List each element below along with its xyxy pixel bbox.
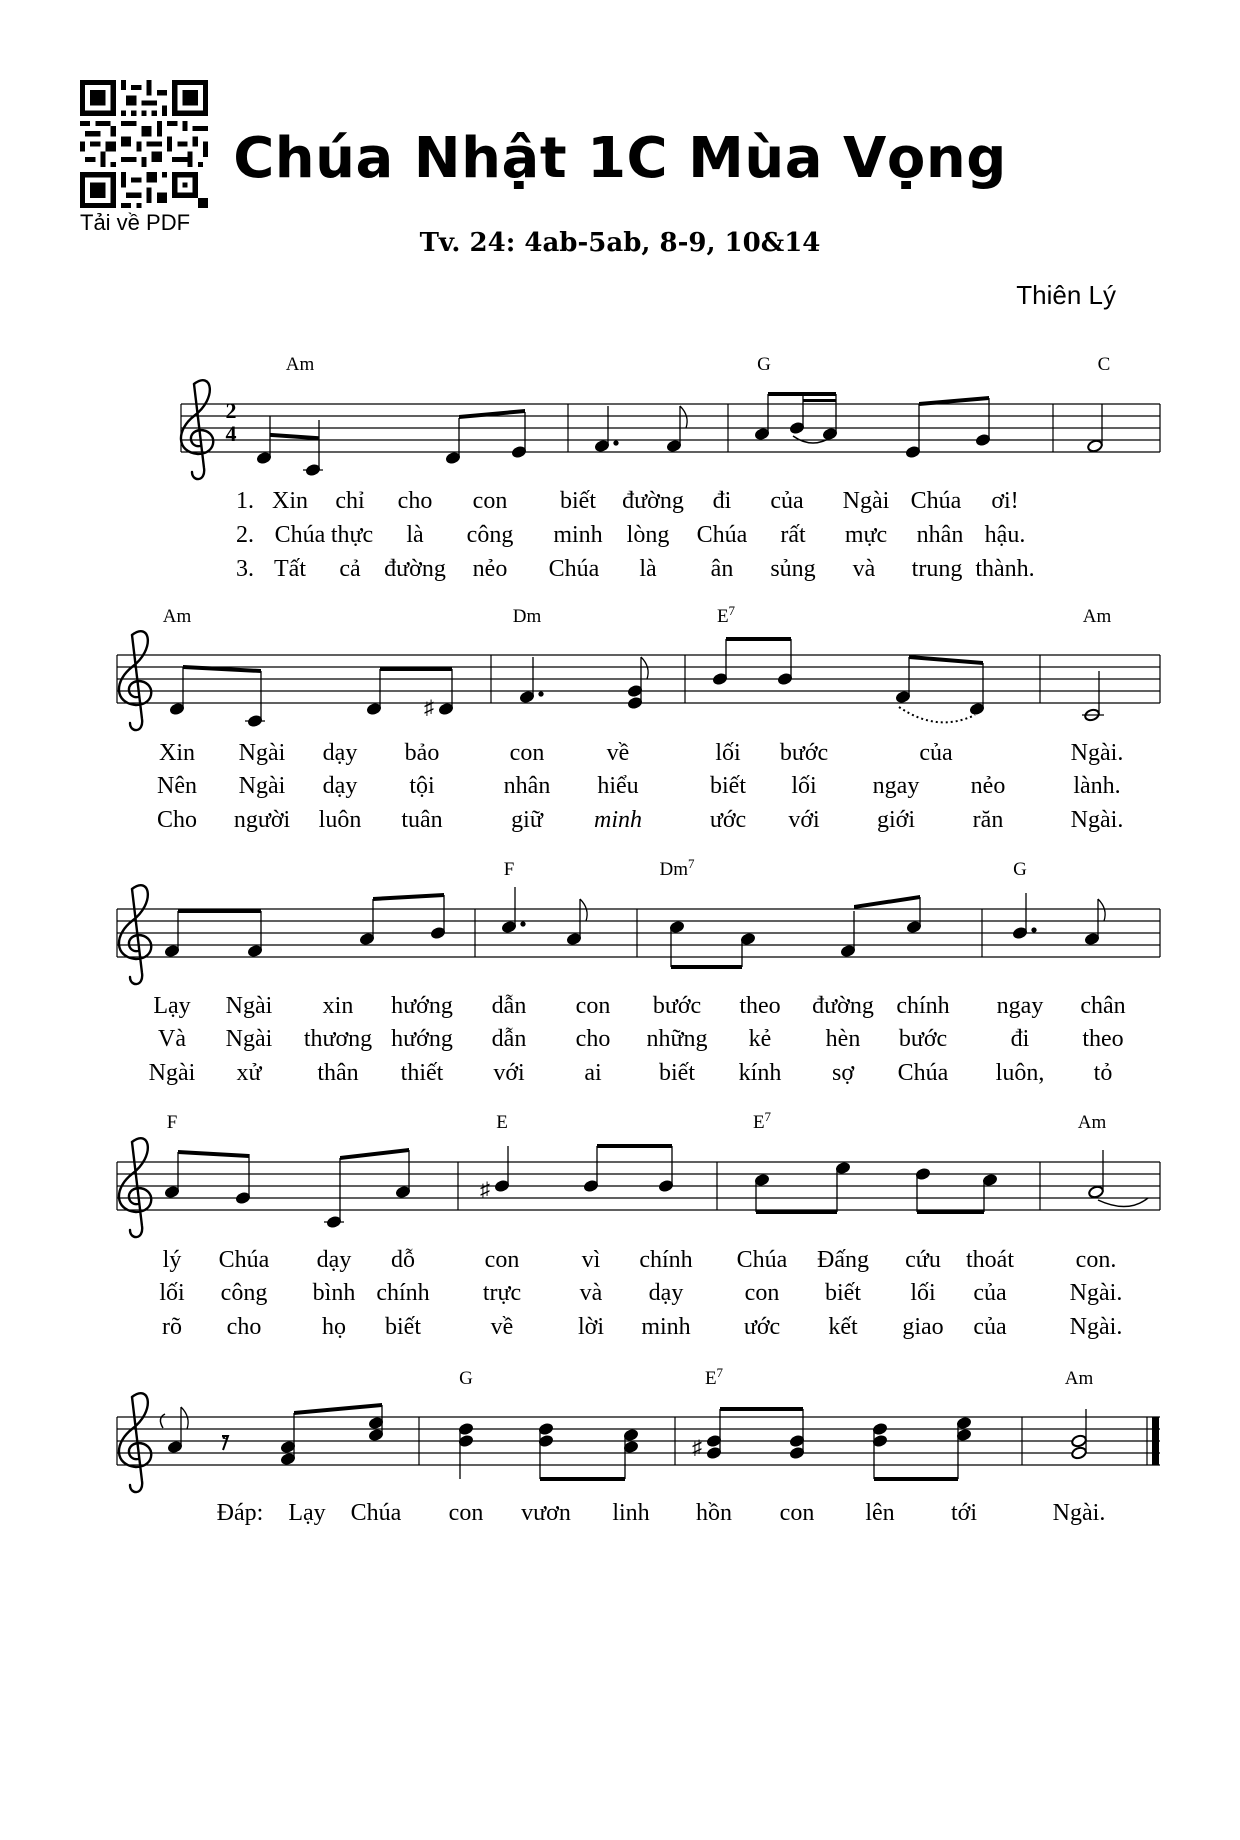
lyric-syllable: Ngài. [1052, 1500, 1106, 1526]
lyric-syllable: sợ [831, 1060, 855, 1086]
lyric-syllable: với [788, 807, 820, 833]
system-2 [117, 631, 1160, 730]
lyric-syllable: biết [825, 1280, 861, 1306]
chord-symbol: Dm$^7$ [659, 856, 695, 880]
lyric-syllable: bước [779, 740, 829, 766]
lyric-syllable: đường [622, 488, 684, 514]
lyric-syllable: giới [876, 807, 916, 833]
lyric-syllable: và [579, 1280, 603, 1306]
time-signature-top: 2 [225, 398, 237, 423]
lyric-syllable: ngay [872, 773, 920, 799]
lyric-syllable: là [639, 556, 657, 582]
lyric-syllable: ơi! [991, 488, 1019, 514]
lyric-syllable: Ngài [238, 773, 286, 799]
chord-symbol: Dm [512, 606, 542, 627]
lyric-syllable: ngay [996, 993, 1044, 1019]
system-3 [117, 885, 1160, 984]
lyric-syllable: hướng [391, 1026, 453, 1052]
song-title: Chúa Nhật 1C Mùa Vọng [233, 126, 1007, 191]
lyric-syllable: Xin [159, 740, 195, 766]
lyric-syllable: và [852, 556, 876, 582]
lyric-syllable: của [973, 1280, 1007, 1306]
lyric-syllable: minh [553, 522, 603, 548]
chord-symbol: Am [1077, 1112, 1107, 1133]
lyric-syllable: sủng [770, 556, 816, 582]
lyric-syllable: Chúa [736, 1247, 788, 1273]
lyric-syllable: dạy [322, 740, 358, 766]
download-pdf-label[interactable]: Tải về PDF [80, 210, 191, 235]
lyric-syllable: minh [641, 1314, 691, 1340]
lyric-syllable: rõ [162, 1314, 182, 1340]
lyric-syllable: Đáp: [216, 1500, 264, 1526]
lyric-syllable: thân [317, 1060, 359, 1086]
lyric-syllable: con [484, 1247, 520, 1273]
lyric-syllable: tuân [401, 807, 443, 833]
lyric-syllable: Cho [156, 807, 198, 833]
lyric-syllable: hậu. [984, 522, 1026, 548]
treble-clef-icon [119, 885, 151, 984]
lyric-syllable: xử [236, 1060, 262, 1086]
composer-name: Thiên Lý [1016, 280, 1116, 310]
lyric-syllable: dẫn [491, 993, 527, 1019]
svg-text:𝄾: 𝄾 [222, 1428, 228, 1453]
chord-extension: 7 [716, 1365, 724, 1380]
treble-clef-icon [119, 1393, 151, 1492]
lyric-syllable: Tất [274, 556, 306, 582]
lyric-syllable: tội [409, 773, 435, 799]
chord-symbol: $E^7$ [752, 1109, 772, 1133]
lyric-syllable: chỉ [335, 488, 365, 514]
svg-text:♯: ♯ [480, 1179, 490, 1201]
lyric-syllable: mực [844, 522, 888, 548]
lyric-syllable: vì [581, 1247, 601, 1273]
lyric-syllable: chân [1080, 993, 1126, 1019]
lyric-syllable: là [406, 522, 424, 548]
lyric-syllable: Ngài. [1070, 807, 1124, 833]
lyric-syllable: Ngài [842, 488, 890, 514]
lyric-syllable: biết [385, 1314, 421, 1340]
lyric-syllable: hướng [391, 993, 453, 1019]
system-1 [181, 380, 1160, 479]
lyric-syllable: 1. [236, 488, 254, 514]
lyric-syllable: của [770, 488, 804, 514]
chord-symbol: G [459, 1368, 473, 1389]
lyric-syllable: công [220, 1280, 268, 1306]
lyric-syllable: về [606, 740, 630, 766]
lyric-syllable: trực [482, 1280, 522, 1306]
lyric-syllable: Ngài [225, 1026, 273, 1052]
lyric-syllable: công [466, 522, 514, 548]
lyric-syllable: Chúa [548, 556, 600, 582]
chord-extension: 7 [688, 856, 695, 871]
lyric-syllable: hiểu [597, 773, 639, 799]
lyric-syllable: cho [575, 1026, 611, 1052]
lyric-syllable: Chúa [350, 1500, 402, 1526]
lyric-syllable: Ngài. [1069, 1280, 1123, 1306]
lyrics [149, 488, 1126, 1526]
lyric-syllable: con [472, 488, 508, 514]
lyric-syllable: Xin [272, 488, 308, 514]
chord-symbol: Am [1064, 1368, 1094, 1389]
lyric-syllable: cho [226, 1314, 262, 1340]
lyric-syllable: giữ [511, 807, 543, 833]
lyric-syllable: họ [322, 1314, 346, 1340]
lyric-syllable: Chúa [274, 522, 326, 548]
lyric-syllable: lối [715, 740, 741, 766]
lyric-syllable: cho [397, 488, 433, 514]
lyric-syllable: con [744, 1280, 780, 1306]
lyric-syllable: kẻ [748, 1026, 772, 1052]
lyric-syllable: bước [652, 993, 702, 1019]
lyric-syllable: những [646, 1026, 708, 1052]
lyric-syllable: Chúa [910, 488, 962, 514]
lyric-syllable: đường [384, 556, 446, 582]
lyric-syllable: lối [159, 1280, 185, 1306]
lyric-syllable: thoát [966, 1247, 1014, 1273]
lyric-syllable: nhân [503, 773, 551, 799]
lyric-syllable: nẻo [472, 556, 508, 582]
chord-symbol: C [1097, 354, 1111, 375]
chord-symbol: G [1013, 859, 1027, 880]
lyric-syllable: kính [738, 1060, 782, 1086]
chord-symbol: G [757, 354, 771, 375]
lyric-syllable: với [493, 1060, 525, 1086]
lyric-syllable: Chúa [696, 522, 748, 548]
lyric-syllable: con [448, 1500, 484, 1526]
lyric-syllable: đường [812, 993, 874, 1019]
lyric-syllable: thương [303, 1026, 373, 1052]
lyric-syllable: thiết [400, 1060, 444, 1086]
final-barline [1152, 1417, 1159, 1465]
lyric-syllable: 2. [236, 522, 254, 548]
lyric-syllable: răn [972, 807, 1004, 833]
lyric-syllable: dỗ [391, 1247, 415, 1273]
lyric-syllable: của [919, 740, 953, 766]
lyric-syllable: trung [911, 556, 963, 582]
lyric-syllable: luôn, [995, 1060, 1045, 1086]
lyric-syllable: chính [376, 1280, 430, 1306]
treble-clef-icon [181, 380, 213, 479]
lyric-syllable: đi [712, 488, 732, 514]
lyric-syllable: xin [322, 993, 354, 1019]
lyric-syllable: luôn [318, 807, 362, 833]
lyric-syllable: con [575, 993, 611, 1019]
lyric-syllable: bước [898, 1026, 948, 1052]
lyric-syllable: lành. [1073, 773, 1121, 799]
lyric-syllable: lên [865, 1500, 895, 1526]
chord-symbol: Am [1082, 606, 1112, 627]
lyric-syllable: cả [339, 556, 361, 582]
lyric-syllable: nẻo [970, 773, 1006, 799]
lyric-syllable: Đấng [817, 1247, 869, 1273]
lyric-syllable: Ngài. [1070, 740, 1124, 766]
time-signature-bottom: 4 [225, 421, 237, 446]
chord-symbol: F [166, 1112, 178, 1133]
chord-symbol: Am [162, 606, 192, 627]
chord-symbol: F [503, 859, 515, 880]
lyric-syllable: bình [312, 1280, 356, 1306]
psalm-reference: Tv. 24: 4ab-5ab, 8-9, 10&14 [419, 228, 821, 258]
svg-text:♯: ♯ [692, 1437, 702, 1459]
lyric-syllable: cứu [905, 1247, 941, 1273]
chord-extension: 7 [728, 603, 736, 618]
treble-clef-icon [119, 1138, 151, 1237]
lyric-syllable: thực [330, 522, 374, 548]
lyric-syllable: ước [709, 807, 747, 833]
lyric-syllable: chính [639, 1247, 693, 1273]
chord-extension: 7 [764, 1109, 772, 1124]
lyric-syllable: Ngài [225, 993, 273, 1019]
lyric-syllable: người [233, 807, 291, 833]
lyric-syllable: lối [910, 1280, 936, 1306]
treble-clef-icon [119, 631, 151, 730]
chord-symbol: E [496, 1112, 508, 1133]
lyric-syllable: Chúa [218, 1247, 270, 1273]
lyric-syllable: lời [577, 1314, 605, 1340]
lyric-syllable: Ngài [148, 1060, 196, 1086]
lyric-syllable: của [973, 1314, 1007, 1340]
lyric-syllable: hèn [825, 1026, 861, 1052]
lyric-syllable: con. [1075, 1247, 1117, 1273]
lyric-syllable: biết [659, 1060, 695, 1086]
lyric-syllable: minh [594, 807, 642, 833]
lyric-syllable: biết [710, 773, 746, 799]
lyric-syllable: lòng [626, 522, 670, 548]
lyric-syllable: dạy [322, 773, 358, 799]
lyric-syllable: Lạy [288, 1500, 326, 1526]
lyric-syllable: dẫn [491, 1026, 527, 1052]
lyric-syllable: con [509, 740, 545, 766]
lyric-syllable: đi [1010, 1026, 1030, 1052]
lyric-syllable: theo [1082, 1026, 1124, 1052]
lyric-syllable: thành. [975, 556, 1035, 582]
lyric-syllable: Ngài [238, 740, 286, 766]
lyric-syllable: ai [584, 1060, 602, 1086]
lyric-syllable: rất [780, 522, 806, 548]
lyric-syllable: biết [560, 488, 596, 514]
chord-symbol: $E^7$ [716, 603, 736, 627]
lyric-syllable: theo [739, 993, 781, 1019]
lyric-syllable: 3. [236, 556, 254, 582]
lyric-syllable: nhân [916, 522, 964, 548]
chord-symbol: Am [285, 354, 315, 375]
lyric-syllable: linh [612, 1500, 650, 1526]
lyric-syllable: dạy [648, 1280, 684, 1306]
lyric-syllable: hồn [696, 1500, 732, 1526]
lyric-syllable: lý [162, 1247, 182, 1273]
lyric-syllable: ước [743, 1314, 781, 1340]
lyric-syllable: ân [710, 556, 734, 582]
lyric-syllable: tỏ [1093, 1060, 1113, 1086]
system-4 [117, 1138, 1160, 1237]
lyric-syllable: Chúa [897, 1060, 949, 1086]
lyric-syllable: giao [902, 1314, 944, 1340]
lyric-syllable: dạy [316, 1247, 352, 1273]
lyric-syllable: Ngài. [1069, 1314, 1123, 1340]
chord-symbol: $E^7$ [704, 1365, 724, 1389]
lyric-syllable: lối [791, 773, 817, 799]
lyric-syllable: con [779, 1500, 815, 1526]
lyric-syllable: về [490, 1314, 514, 1340]
system-5 [117, 1393, 1160, 1492]
lyric-syllable: bảo [404, 740, 440, 766]
lyric-syllable: chính [896, 993, 950, 1019]
lyric-syllable: Và [158, 1026, 186, 1052]
lyric-syllable: kết [828, 1314, 858, 1340]
lyric-syllable: tới [950, 1500, 978, 1526]
lyric-syllable: Nên [157, 773, 197, 799]
lyric-syllable: Lạy [153, 993, 191, 1019]
svg-text:♯: ♯ [424, 697, 434, 719]
lyric-syllable: vươn [521, 1500, 571, 1526]
